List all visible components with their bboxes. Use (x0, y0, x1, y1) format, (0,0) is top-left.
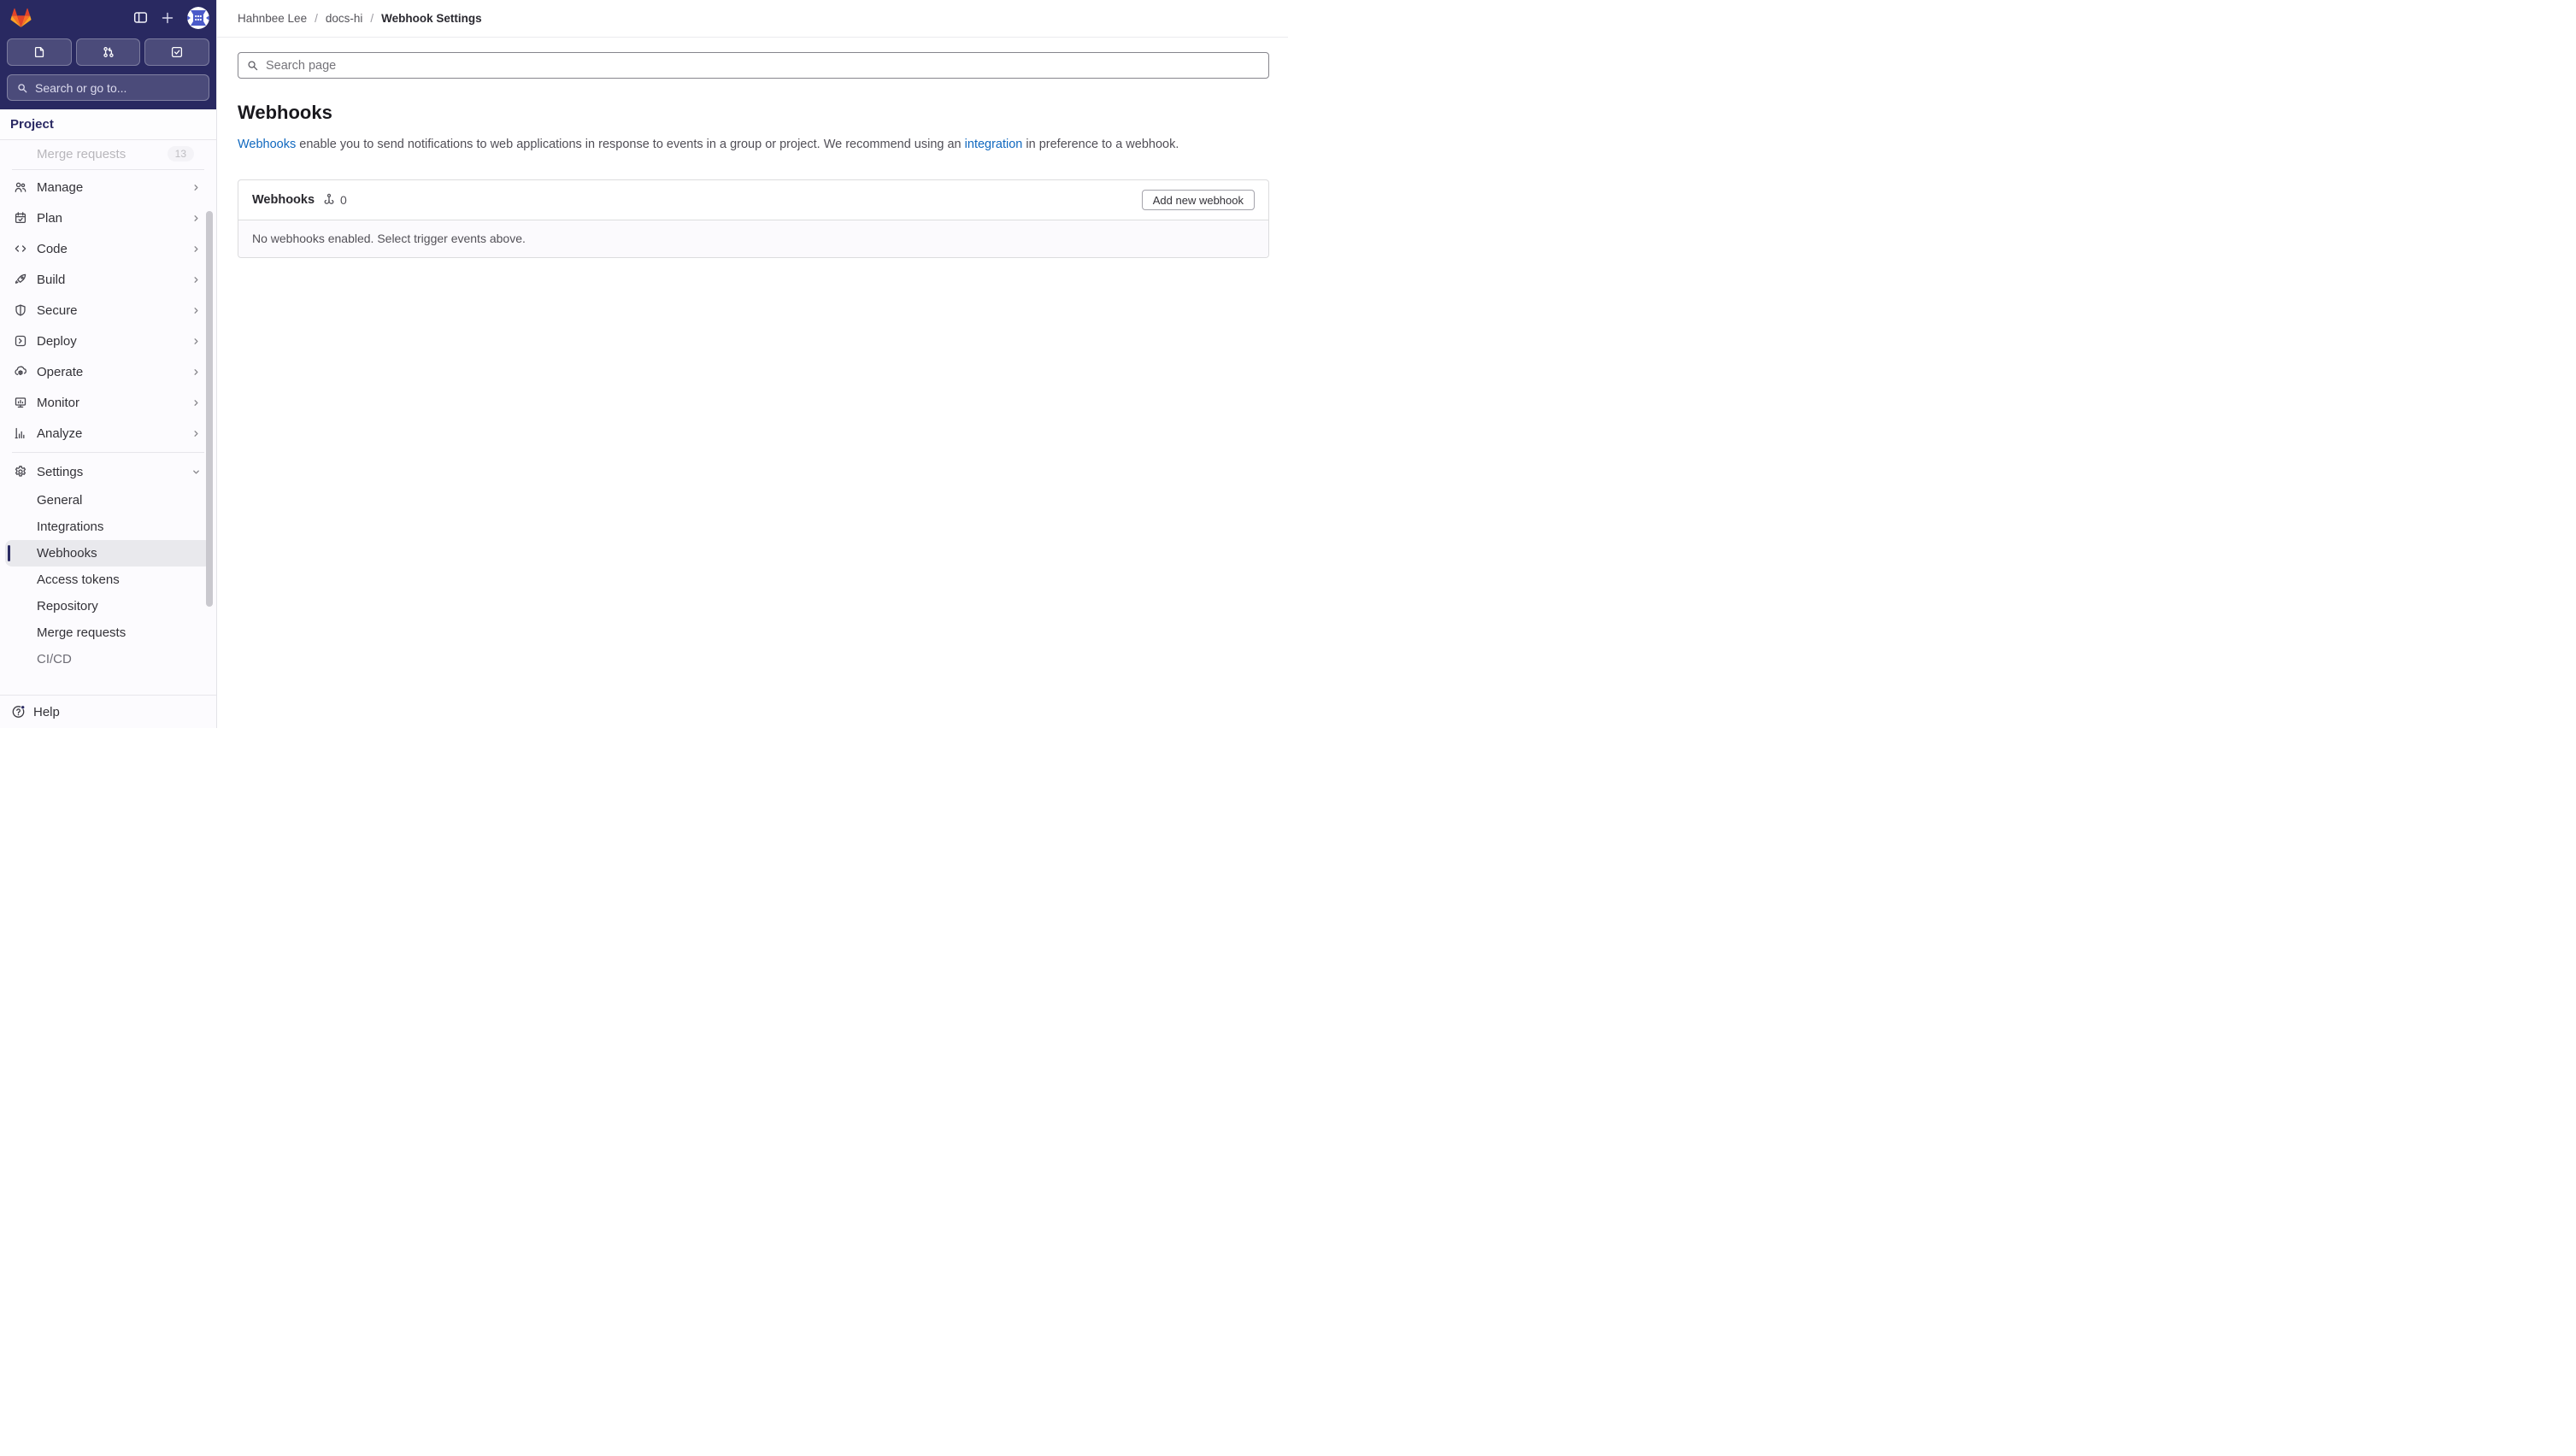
sidebar-item-manage[interactable] (5, 172, 211, 203)
code-icon (14, 242, 27, 255)
sidebar-item-settings[interactable] (5, 456, 211, 487)
gear-icon (14, 465, 27, 478)
divider (12, 169, 204, 170)
breadcrumb (217, 0, 1288, 38)
webhooks-card-header (238, 180, 1268, 220)
chevron-right-icon (191, 306, 201, 315)
sidebar-item-integrations[interactable] (5, 514, 211, 540)
empty-state-message: No webhooks enabled. Select trigger events above. (252, 232, 526, 246)
nav-label: Build (37, 272, 66, 287)
chevron-down-icon (191, 467, 201, 477)
sidebar-item-webhooks[interactable] (5, 540, 211, 567)
sidebar-search-label: Search or go to... (35, 80, 127, 95)
users-icon (14, 180, 27, 194)
chevron-right-icon (191, 275, 201, 285)
sidebar-item-operate[interactable] (5, 356, 211, 387)
nav-label: Access tokens (37, 572, 120, 587)
merge-requests-shortcut-button[interactable] (76, 38, 141, 66)
active-indicator (8, 545, 10, 561)
breadcrumb-group[interactable]: Hahnbee Lee (238, 12, 308, 25)
create-new-plus-icon[interactable] (161, 11, 174, 25)
breadcrumb-separator: / (315, 12, 318, 25)
page-content (217, 38, 1288, 258)
chevron-right-icon (191, 244, 201, 254)
chevron-right-icon (191, 337, 201, 346)
issues-shortcut-button[interactable] (7, 38, 72, 66)
description-text: in preference to a webhook. (1022, 138, 1179, 151)
user-avatar[interactable] (187, 7, 209, 29)
sidebar-item-deploy[interactable] (5, 326, 211, 356)
nav-label: Webhooks (37, 546, 97, 561)
help-label: Help (33, 704, 60, 719)
context-switcher[interactable] (0, 109, 216, 140)
search-icon (16, 82, 28, 94)
gitlab-logo-icon[interactable] (10, 8, 32, 28)
context-label: Project (10, 117, 54, 132)
nav-label: Monitor (37, 395, 80, 410)
nav-label: Plan (37, 210, 63, 226)
nav-label: Merge requests (37, 625, 126, 640)
rocket-icon (14, 273, 27, 286)
sidebar-header (0, 0, 216, 109)
nav-label: Repository (37, 599, 98, 614)
webhooks-empty-state (238, 220, 1268, 257)
nav-label: Operate (37, 364, 84, 379)
monitor-icon (14, 396, 27, 409)
hook-icon (322, 193, 336, 207)
page-search-input[interactable] (238, 52, 1269, 79)
add-new-webhook-button[interactable]: Add new webhook (1142, 190, 1255, 210)
page-description (238, 136, 1269, 154)
breadcrumb-project[interactable]: docs-hi (325, 12, 363, 25)
breadcrumb-current-page: Webhook Settings (381, 12, 482, 25)
sidebar-item-build[interactable] (5, 264, 211, 295)
nav-label: Secure (37, 302, 78, 318)
calendar-icon (14, 211, 27, 225)
chart-icon (14, 426, 27, 440)
sidebar-item-access-tokens[interactable] (5, 567, 211, 593)
search-icon (246, 59, 259, 72)
page-title: Webhooks (238, 102, 332, 123)
nav-label: General (37, 493, 83, 508)
nav-label: Integrations (37, 520, 104, 534)
nav-label: Manage (37, 179, 84, 195)
deploy-icon (14, 334, 27, 348)
divider (12, 452, 204, 453)
help-icon (11, 704, 26, 719)
integration-link[interactable]: integration (964, 138, 1023, 151)
scrolled-item-label: Merge requests (37, 146, 126, 161)
sidebar-scrollbar[interactable] (206, 211, 213, 607)
chevron-right-icon (191, 367, 201, 377)
sidebar-item-repository[interactable] (5, 593, 211, 619)
sidebar-item-general[interactable] (5, 487, 211, 514)
chevron-right-icon (191, 398, 201, 408)
nav-label: CI/CD (37, 652, 72, 666)
description-text: enable you to send notifications to web applications in response to events in a group or project. We recommend using an (296, 138, 965, 151)
main-area (217, 0, 1288, 728)
sidebar-item-monitor[interactable] (5, 387, 211, 418)
webhooks-count-value: 0 (340, 193, 347, 208)
sidebar-item-analyze[interactable] (5, 418, 211, 449)
super-sidebar (0, 0, 217, 728)
webhooks-count (322, 193, 347, 207)
sidebar-nav (0, 140, 216, 695)
webhooks-docs-link[interactable]: Webhooks (238, 138, 297, 151)
nav-label: Deploy (37, 333, 77, 349)
breadcrumb-separator: / (370, 12, 374, 25)
chevron-right-icon (191, 429, 201, 438)
chevron-right-icon (191, 183, 201, 192)
nav-label: Code (37, 241, 68, 256)
scrolled-merge-requests-item[interactable] (0, 140, 216, 167)
webhooks-card-title: Webhooks (252, 193, 315, 208)
nav-label: Analyze (37, 426, 83, 441)
webhooks-card (238, 179, 1269, 258)
todo-shortcut-button[interactable] (144, 38, 209, 66)
sidebar-item-merge-requests-settings[interactable] (5, 619, 211, 646)
shield-icon (14, 303, 27, 317)
sidebar-item-cicd[interactable] (5, 646, 211, 672)
search-or-go-to-button[interactable] (7, 74, 209, 101)
chevron-right-icon (191, 214, 201, 223)
sidebar-item-code[interactable] (5, 233, 211, 264)
sidebar-item-plan[interactable] (5, 203, 211, 233)
merge-requests-count-badge: 13 (168, 146, 194, 161)
nav-label: Settings (37, 464, 84, 479)
help-button[interactable] (0, 695, 216, 728)
collapse-sidebar-icon[interactable] (133, 10, 148, 25)
sidebar-shortcuts (7, 38, 209, 66)
cloud-cube-icon (14, 365, 27, 379)
sidebar-item-secure[interactable] (5, 295, 211, 326)
